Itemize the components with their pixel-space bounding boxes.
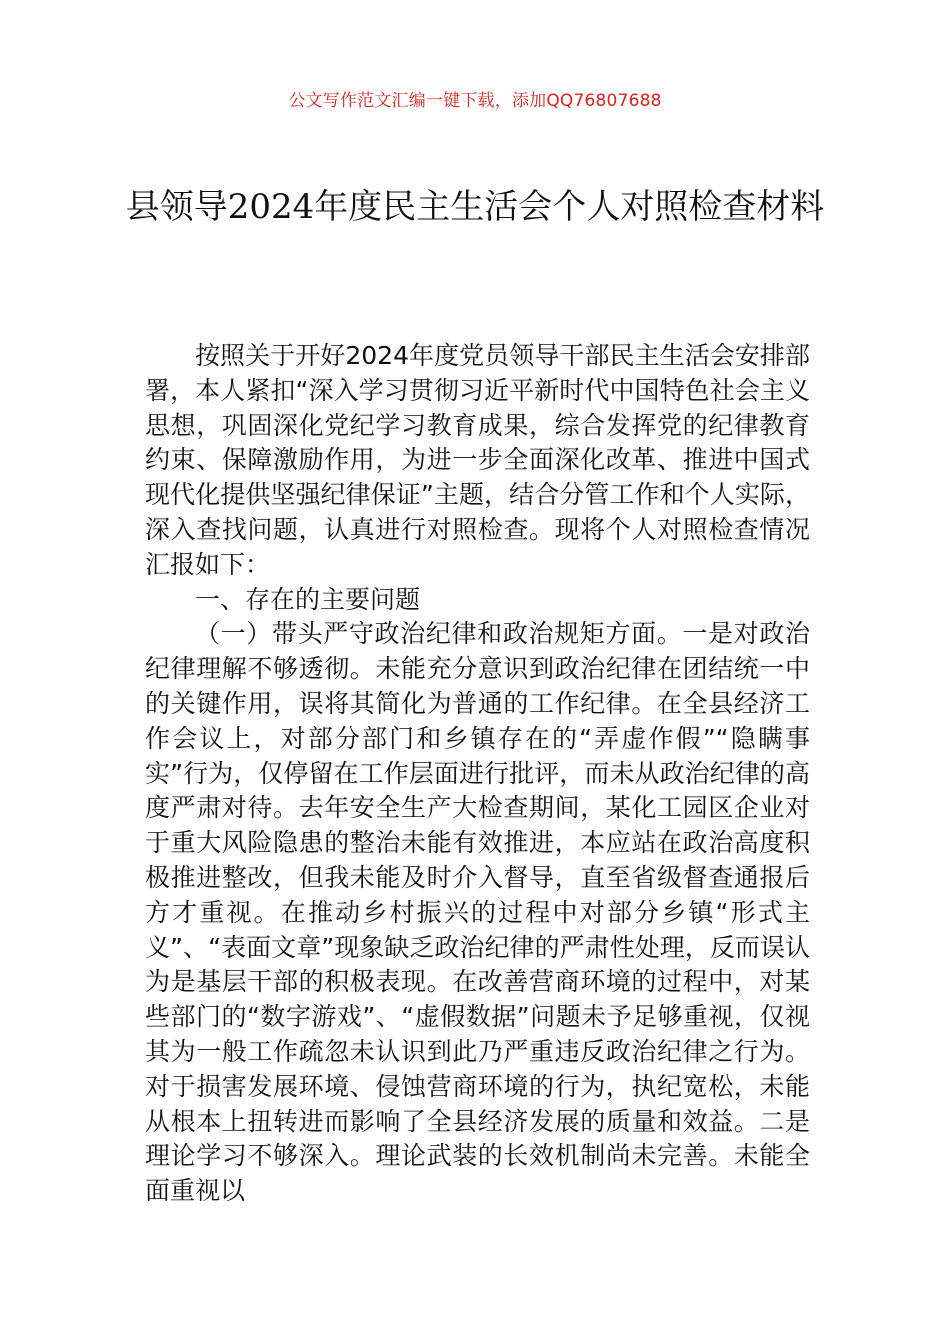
download-notice: 公文写作范文汇编一键下载，添加QQ76807688 bbox=[288, 91, 662, 111]
document-title: 县领导2024年度民主生活会个人对照检查材料 bbox=[125, 187, 825, 227]
intro-paragraph: 按照关于开好2024年度党员领导干部民主生活会安排部署，本人紧扣“深入学习贯彻习近平新时代中国特色社会主义思想，巩固深化党纪学习教育成果，综合发挥党的纪律教育约束、保障激励作用，为进一步全面深化改革、推进中国式现代化提供坚强纪律保证”主题，结合分管工作和个人实际，深入查找问题，认真进行对照检查。现将个人对照检查情况汇报如下： bbox=[145, 341, 810, 579]
body-paragraph: （一）带头严守政治纪律和政治规矩方面。一是对政治纪律理解不够透彻。未能充分意识到政治纪律在团结统一中的关键作用，误将其简化为普通的工作纪律。在全县经济工作会议上，对部分部门和乡镇存在的“弄虚作假”“隐瞒事实”行为，仅停留在工作层面进行批评，而未从政治纪律的高度严肃对待。去年安全生产大检查期间，某化工园区企业对于重大风险隐患的整治未能有效推进，本应站在政治高度积极推进整改，但我未能及时介入督导，直至省级督查通报后方才重视。在推动乡村振兴的过程中对部分乡镇“形式主义”、“表面文章”现象缺乏政治纪律的严肃性处理，反而误认为是基层干部的积极表现。在改善营商环境的过程中，对某些部门的“数字游戏”、“虚假数据”问题未予足够重视，仅视其为一般工作疏忽未认识到此乃严重违反政治纪律之行为。对于损害发展环境、侵蚀营商环境的行为，执纪宽松，未能从根本上扭转进而影响了全县经济发展的质量和效益。二是理论学习不够深入。理论武装的长效机制尚未完善。未能全面重视以 bbox=[145, 619, 810, 1206]
section-heading: 一、存在的主要问题 bbox=[195, 584, 421, 614]
document-body bbox=[145, 339, 810, 1209]
